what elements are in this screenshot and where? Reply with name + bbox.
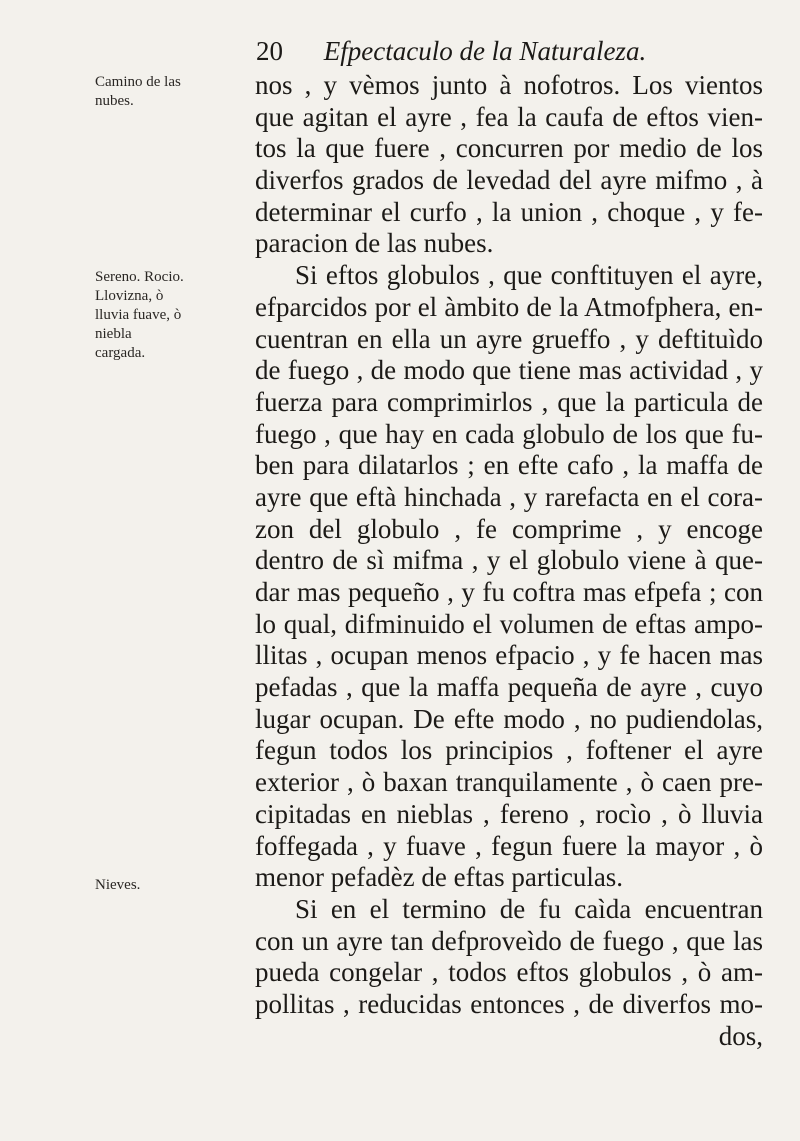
text-line: dar mas pequeño , y fu coftra mas efpefa ; con <box>255 577 763 607</box>
text-line: dentro de sì mifma , y el globulo viene à que- <box>255 545 763 576</box>
text-line: foffegada , y fuave , fegun fuere la mayor , ò <box>255 830 763 861</box>
text-line: pefadas , que la maffa pequeña de ayre , cuyo <box>255 672 763 703</box>
text-line: tos la que fuere , concurren por medio de los <box>255 133 763 164</box>
page-header <box>256 36 646 67</box>
page-number: 20 <box>256 36 283 66</box>
text-line: exterior , ò baxan tranquilamente , ò caen pre- <box>255 767 763 798</box>
text-line: cipitadas en nieblas , fereno , rocìo , ò lluvia <box>255 798 763 829</box>
body-text <box>255 70 763 1052</box>
text-line: efparcidos por el àmbito de la Atmofphera, en- <box>255 291 763 322</box>
text-line: nos , y vèmos junto à nofotros. Los vientos <box>255 70 763 100</box>
text-line: de fuego , de modo que tiene mas actividad , y <box>255 355 763 386</box>
text-line: lo qual, difminuido el volumen de eftas ampo- <box>255 608 763 639</box>
text-line: fegun todos los principios , foftener el ayre <box>255 735 763 766</box>
text-line: fuerza para comprimirlos , que la particula de <box>255 386 763 417</box>
text-line: lugar ocupan. De efte modo , no pudiendolas, <box>255 703 763 734</box>
margin-note-nieves: Nieves. <box>95 877 141 893</box>
text-line: paracion de las nubes. <box>255 228 494 259</box>
text-line: con un ayre tan defproveìdo de fuego , que las <box>255 925 763 956</box>
text-line: pollitas , reducidas entonces , de diverfos mo- <box>255 988 763 1019</box>
text-line: pueda congelar , todos eftos globulos , ò am- <box>255 957 763 988</box>
margin-note-sereno: Sereno. Rocio. Llovizna, ò lluvia fuave, ò niebla cargada. <box>95 269 184 361</box>
text-line: ben para dilatarlos ; en efte cafo , la maffa de <box>255 450 763 481</box>
text-line: fuego , que hay en cada globulo de los que fu- <box>255 418 763 449</box>
text-line: Si en el termino de fu caìda encuentran <box>295 893 763 924</box>
running-title: Efpectaculo de la Naturaleza. <box>323 36 647 66</box>
catchword: dos, <box>718 1020 763 1051</box>
text-line: diverfos grados de levedad del ayre mifmo , à <box>255 165 763 196</box>
text-line: que agitan el ayre , fea la caufa de eftos vien- <box>255 101 763 132</box>
text-line: llitas , ocupan menos efpacio , y fe hacen mas <box>255 640 763 671</box>
margin-note-camino: Camino de las nubes. <box>95 74 181 109</box>
text-line: determinar el curfo , la union , choque , y fe- <box>255 196 763 227</box>
text-line: zon del globulo , fe comprime , y encoge <box>255 513 763 544</box>
text-line: Si eftos globulos , que conftituyen el ayre, <box>295 260 763 291</box>
text-line: menor pefadèz de eftas particulas. <box>255 862 624 893</box>
text-line: cuentran en ella un ayre grueffo , y deftituìdo <box>255 323 763 354</box>
text-line: ayre que eftà hinchada , y rarefacta en el cora- <box>255 481 763 512</box>
